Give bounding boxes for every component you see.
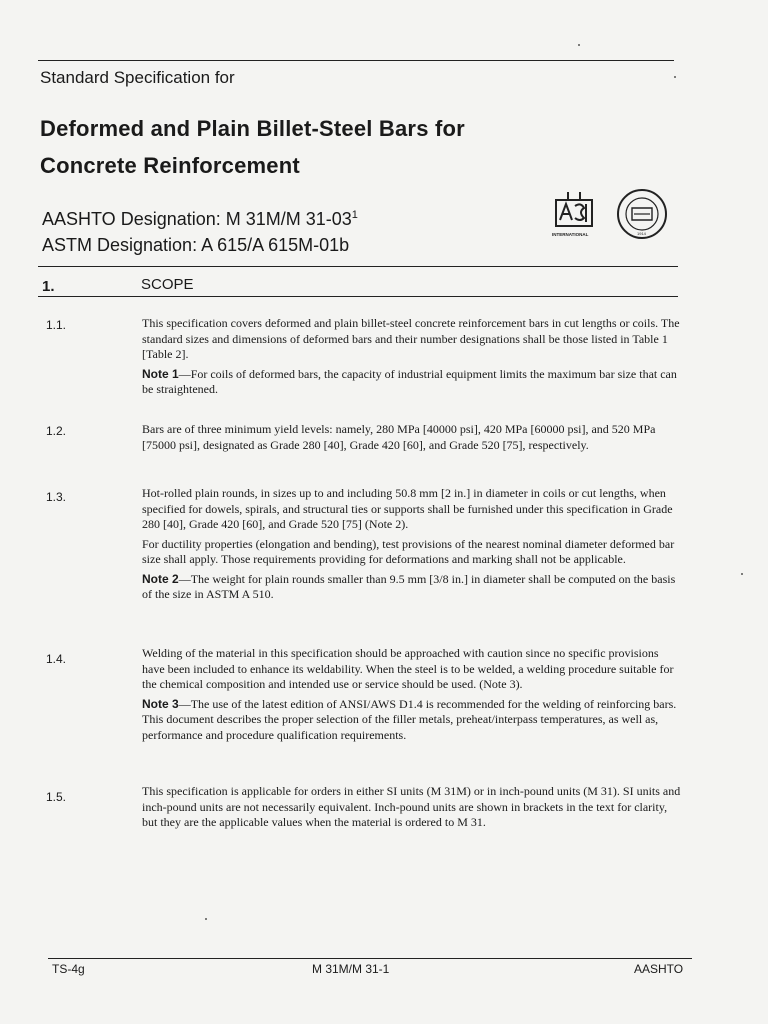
- paragraph-1-5: [142, 784, 682, 835]
- paragraph-1-2-body: Bars are of three minimum yield levels: namely, 280 MPa [40000 psi], 420 MPa [60000 psi], and 520 MPa [75000 psi], designated as Grade 280 [40], Grade 420 [60], and Grade 520 [75], respectively.: [142, 422, 656, 452]
- paragraph-number-1-4: 1.4.: [46, 652, 67, 666]
- title-line-2: Concrete Reinforcement: [40, 153, 300, 178]
- paragraph-1-2: [142, 422, 682, 457]
- paragraph-1-3-body: Hot-rolled plain rounds, in sizes up to and including 50.8 mm [2 in.] in diameter in coils or cut lengths, when specified for dowels, spirals, and structural ties or supports shall be furnished under this specification in Grade 280 [40], Grade 420 [60], and Grade 520 [75] (Note 2).: [142, 486, 673, 531]
- paragraph-number-1-3: 1.3.: [46, 490, 67, 504]
- standards-logos: [548, 186, 678, 250]
- note-3: Note 3—The use of the latest edition of ANSI/AWS D1.4 is recommended for the welding of reinforcing bars. This document describes the proper selection of the filler metals, preheat/interpass temperatures, as well as, performance and procedure qualification requirements.: [142, 696, 677, 742]
- standard-for-label: Standard Specification for: [40, 68, 235, 87]
- footer-left: TS-4g: [52, 962, 85, 976]
- svg-text:INTERNATIONAL: INTERNATIONAL: [552, 232, 589, 237]
- scan-speck: [578, 44, 580, 46]
- paragraph-1-5-body: This specification is applicable for orders in either SI units (M 31M) or in inch-pound units (M 31). SI units and inch-pound units are not necessarily equivalent. Inch-pound units are shown in brackets in the text for clarity, but they are the applicable values when the material is ordered to M 31.: [142, 784, 681, 829]
- paragraph-1-3: [142, 486, 682, 607]
- header-bottom-rule: [38, 266, 678, 267]
- scan-speck: [205, 918, 207, 920]
- section-rule: [38, 296, 678, 297]
- title-line-1: Deformed and Plain Billet-Steel Bars for: [40, 116, 465, 141]
- paragraph-1-1: [142, 316, 682, 402]
- paragraph-number-1-5: 1.5.: [46, 790, 67, 804]
- note-1: Note 1—For coils of deformed bars, the capacity of industrial equipment limits the maximum bar size that can be straightened.: [142, 366, 677, 396]
- scan-speck: [741, 573, 743, 575]
- footer-rule: [48, 958, 692, 959]
- astm-logo: [552, 192, 592, 237]
- section-number: 1.: [42, 278, 55, 295]
- paragraph-1-3-body-2: For ductility properties (elongation and bending), test provisions of the nearest nominal diameter deformed bar size shall apply. Those requirements providing for deformations and marking shall not be applicable.: [142, 536, 675, 566]
- footer-right: AASHTO: [634, 962, 684, 976]
- astm-designation: ASTM Designation: A 615/A 615M-01b: [42, 235, 350, 255]
- footer-center: M 31M/M 31-1: [312, 962, 390, 976]
- aashto-designation: AASHTO Designation: M 31M/M $31-03^1$: [42, 209, 358, 229]
- paragraph-1-1-body: This specification covers deformed and plain billet-steel concrete reinforcement bars in cut lengths or coils. The standard sizes and dimensions of deformed bars and their number designations shall be those listed in Table 1 [Table 2].: [142, 316, 680, 361]
- top-rule: [38, 60, 674, 61]
- paragraph-1-4-body: Welding of the material in this specification should be approached with caution since no specific provisions have been included to enhance its weldability. When the steel is to be welded, a welding procedure suitable for the chemical composition and intended use or service should be used. (Note 3).: [142, 646, 674, 691]
- paragraph-number-1-1: 1.1.: [46, 318, 67, 332]
- aashto-seal-logo: [618, 190, 666, 238]
- document-title: [40, 110, 465, 184]
- scan-speck: [674, 76, 676, 78]
- paragraph-number-1-2: 1.2.: [46, 424, 67, 438]
- svg-text:1914: 1914: [637, 231, 646, 236]
- note-2: Note 2—The weight for plain rounds smaller than 9.5 mm [3/8 in.] in diameter shall be computed on the basis of the size in ASTM A 510.: [142, 571, 676, 601]
- paragraph-1-4: [142, 646, 682, 747]
- section-title: SCOPE: [141, 276, 194, 293]
- designations: [42, 202, 358, 258]
